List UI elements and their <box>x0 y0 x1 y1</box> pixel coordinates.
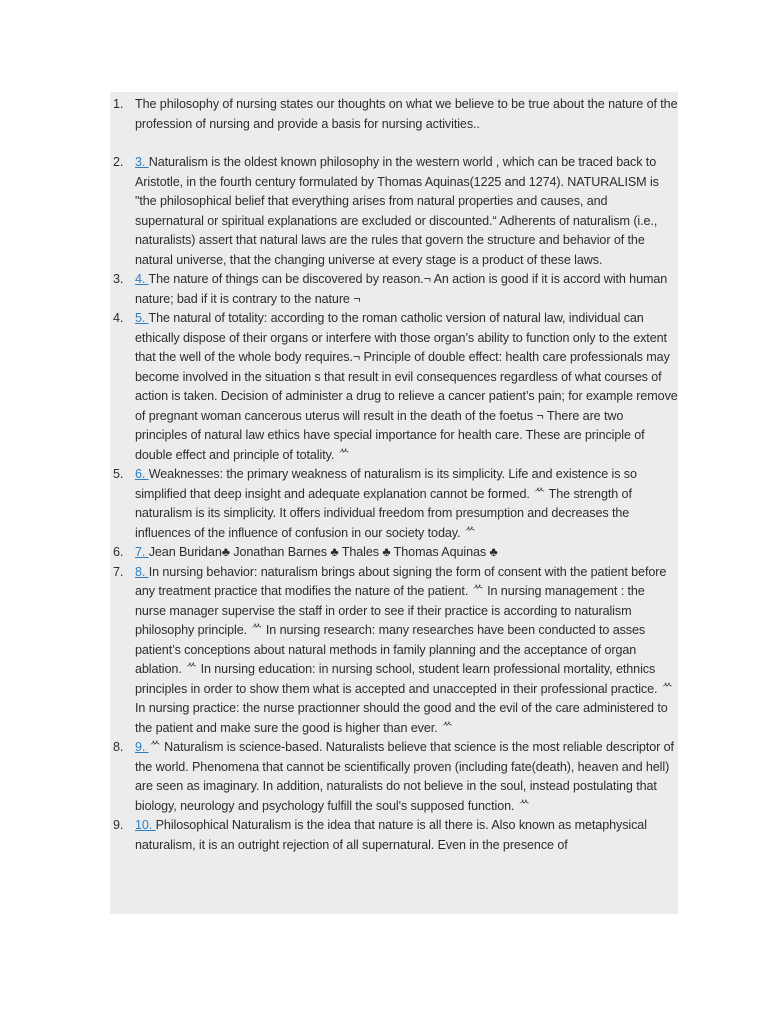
footnote-link[interactable]: 3. <box>135 155 149 169</box>
footnote-link[interactable]: 10. <box>135 818 156 832</box>
list-item <box>110 153 678 270</box>
list-item-number: 1. <box>113 97 124 111</box>
list-item <box>110 816 678 855</box>
footnote-link[interactable]: 8. <box>135 564 149 579</box>
list-item-text: The natural of totality: according to the roman catholic version of natural law, individual can ethically dispose of their organs or interfere with those organ’s ability to function only to the extent that the well of the whole body requires.¬ Principle of double effect: health care professionals may become involved in the situation s that result in evil consequences regardless of what courses of action is taken. Decision of administer a drug to relieve a cancer patient’s pain; for example remove of pregnant woman cancerous uterus will result in the death of the foetus ¬ There are two principles of natural law ethics have special importance for health care. These are principle of double effect and principle of totality. ᄊ <box>135 311 678 462</box>
list-item <box>110 465 678 543</box>
list-item-text: The nature of things can be discovered by reason.¬ An action is good if it is accord with human nature; bad if it is contrary to the nature ¬ <box>135 272 668 306</box>
document-text-block <box>110 92 678 914</box>
list-item-text: ᄊ Naturalism is science-based. Naturalists believe that science is the most reliable descriptor of the world. Phenomena that cannot be scientifically proven (including fate(death), heaven and hell) are seen as imaginary. In addition, naturalists do not believe in the soul, instead postulating that biology, neurology and psychology fulfill the soul's supposed function. ᄊ <box>135 740 674 813</box>
list-item-number: 6. <box>113 545 124 559</box>
list-item-number: 9. <box>113 818 124 832</box>
numbered-list <box>110 95 678 855</box>
footnote-link[interactable]: 9. <box>135 740 149 754</box>
list-item-text: Philosophical Naturalism is the idea that nature is all there is. Also known as metaphysical naturalism, it is an outright rejection of all supernatural. Even in the presence of <box>135 818 647 852</box>
list-item-text: The philosophy of nursing states our thoughts on what we believe to be true about the nature of the profession of nursing and provide a basis for nursing activities.. <box>135 97 678 131</box>
footnote-link[interactable]: 6. <box>135 467 149 481</box>
list-item-number: 7. <box>113 564 124 579</box>
list-item-text: Jean Buridan♣ Jonathan Barnes ♣ Thales ♣ Thomas Aquinas ♣ <box>148 545 498 559</box>
list-item-text: Weaknesses: the primary weakness of naturalism is its simplicity. Life and existence is so simplified that deep insight and adequate explanation cannot be formed. ᄊ The strength of naturalism is its simplicity. It offers individual freedom from presumption and decreases the influences of the influence of confusion in our society today. ᄊ <box>135 467 637 540</box>
list-item-number: 2. <box>113 155 124 169</box>
list-item <box>110 563 678 739</box>
footnote-link[interactable]: 5. <box>135 311 149 325</box>
list-item-text: Naturalism is the oldest known philosophy in the western world , which can be traced back to Aristotle, in the fourth century formulated by Thomas Aquinas(1225 and 1274). NATURALISM is "the philosophical belief that everything arises from natural properties and causes, and supernatural or spiritual explanations are excluded or discounted.“ Adherents of naturalism (i.e., naturalists) assert that natural laws are the rules that govern the structure and behavior of the natural universe, that the changing universe at every stage is a product of these laws. <box>135 155 659 267</box>
list-item-text: In nursing behavior: naturalism brings about signing the form of consent with the patient before any treatment practice that modifies the nature of the patient. ᄊ In nursing management : the nurse manager supervise the staff in order to see if their practice is according to naturalism philosophy principle. ᄊ In nursing research: many researches have been conducted to asses patient’s conceptions about natural methods in family planning and the acceptance of organ ablation. ᄊ In nursing education: in nursing school, student learn professional mortality, ethnics principles in order to show them what is accepted and unaccepted in their professional practice. ᄊ In nursing practice: the nurse practionner should the good and the evil of the care administered to the patient and make sure the good is higher than ever. ᄊ <box>135 564 673 735</box>
footnote-link[interactable]: 7. <box>135 545 149 559</box>
list-item <box>110 95 678 134</box>
list-item-number: 8. <box>113 740 124 754</box>
list-item-number: 5. <box>113 467 124 481</box>
list-item-number: 3. <box>113 272 124 286</box>
list-item-number: 4. <box>113 311 124 325</box>
footnote-link[interactable]: 4. <box>135 272 149 286</box>
list-item <box>110 738 678 816</box>
list-item <box>110 309 678 465</box>
list-item <box>110 543 678 563</box>
list-item <box>110 270 678 309</box>
